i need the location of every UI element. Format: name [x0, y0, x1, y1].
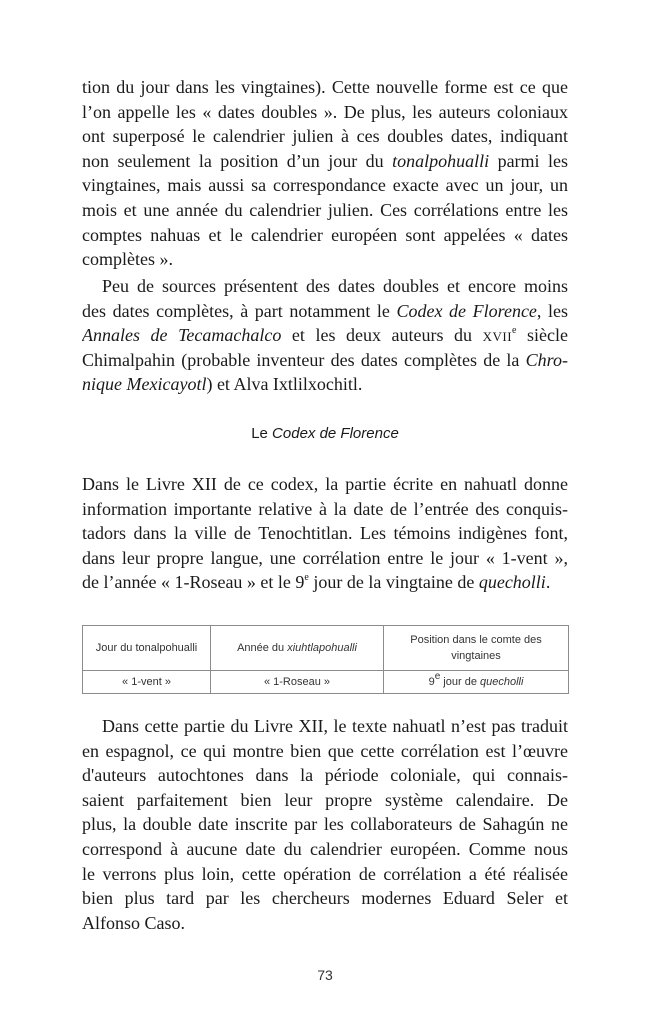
correlation-table [82, 625, 569, 694]
text-run: . [545, 572, 551, 593]
text-line: d'auteurs autochtones dans la période coloniale, qui connais- [82, 765, 568, 786]
text-line: en espagnol, ce qui montre bien que cette corrélation est l’œuvre [82, 740, 568, 761]
cell-year: « 1-Roseau » [211, 671, 384, 694]
table-header-row [83, 626, 569, 671]
paragraph-continuation [82, 75, 568, 272]
text-run: , les [536, 300, 568, 321]
text-line: le verrons plus loin, cette opération de corrélation a été réalisée [82, 863, 568, 884]
italic-term: quecholli [478, 572, 546, 593]
italic-title: Chro- [525, 349, 568, 370]
superscript: e [304, 572, 309, 584]
text-run: jour de [440, 676, 480, 688]
text-line: vingtaines, mais aussi sa correspondance exacte avec un jour, un [82, 175, 568, 196]
text-line: bien plus tard par les chercheurs modernes Eduard Seler et [82, 888, 568, 909]
text-line: l’on appelle les « dates doubles ». De plus, les auteurs coloniaux [82, 101, 568, 122]
header-cell-xiuhtlapohualli [211, 626, 384, 671]
text-line: ont superposé le calendrier julien à ces doubles dates, indiquant [82, 126, 568, 147]
text-line: mois et une année du calendrier julien. Ces corrélations entre les [82, 199, 568, 220]
text-line [82, 348, 568, 373]
text-line: complètes ». [82, 249, 173, 270]
italic-term: quecholli [480, 676, 524, 688]
text-run: siècle [516, 325, 568, 346]
text-line: Alfonso Caso. [82, 912, 185, 933]
text-line: correspond à aucune date du calendrier européen. Comme nous [82, 838, 568, 859]
text-run: des dates complètes, à part notamment le [82, 300, 397, 321]
text-line: tion du jour dans les vingtaines). Cette nouvelle forme est ce que [82, 77, 568, 97]
text-run: Chimalpahin (probable inventeur des dates complètes de la [82, 349, 526, 370]
text-run: non seulement la position d’un jour du [82, 150, 393, 171]
text-line: comptes nahuas et le calendrier européen sont appelées « dates [82, 224, 568, 245]
text-line [82, 372, 568, 397]
cell-position [384, 671, 569, 694]
paragraph-sources [82, 274, 568, 397]
header-cell-tonalpohualli: Jour du tonalpohualli [83, 626, 211, 671]
text-line: tadors dans la ville de Tenochtitlan. Les témoins indigènes font, [82, 523, 568, 544]
italic-term: tonalpohualli [392, 150, 490, 171]
superscript: e [512, 325, 517, 337]
table-row [83, 671, 569, 694]
cell-day: « 1-vent » [83, 671, 211, 694]
text-line: plus, la double date inscrite par les collaborateurs de Sahagún ne [82, 814, 568, 835]
section-heading [82, 424, 568, 444]
text-run: et les deux auteurs du [281, 325, 483, 346]
century-numeral: xvii [482, 325, 513, 346]
text-line [82, 570, 568, 595]
heading-title: Codex de Florence [272, 425, 399, 442]
text-line [82, 299, 568, 324]
italic-title: Annales de Tecamachalco [82, 325, 282, 346]
heading-prefix: Le [251, 425, 273, 442]
page-number: 73 [317, 967, 333, 983]
italic-term: xiuhtlapohualli [287, 642, 357, 654]
italic-title: nique Mexicayotl [82, 374, 207, 395]
paragraph-codex [82, 472, 568, 595]
text-line [82, 149, 568, 174]
text-run: Année du [237, 642, 288, 654]
text-run: parmi les [489, 150, 568, 171]
header-cell-position: Position dans le comte des vingtaines [384, 626, 569, 671]
text-run: de l’année « 1-Roseau » et le 9 [82, 572, 305, 593]
paragraph-translation [82, 714, 568, 935]
text-run: ) et Alva Ixtlilxochitl. [206, 374, 363, 395]
text-run: jour de la vingtaine de [308, 572, 479, 593]
superscript: e [434, 671, 441, 683]
text-line: Dans cette partie du Livre XII, le texte nahuatl n’est pas traduit [102, 716, 568, 736]
text-line: Dans le Livre XII de ce codex, la partie écrite en nahuatl donne [82, 474, 568, 494]
text-line: saient parfaitement bien leur propre système calendaire. De [82, 789, 568, 810]
text-line: Peu de sources présentent des dates doubles et encore moins [102, 276, 568, 296]
text-line: dans leur propre langue, une corrélation entre le jour « 1-vent », [82, 547, 568, 568]
text-line: information importante relative à la date de l’entrée des conquis- [82, 498, 568, 519]
text-run: 9 [428, 676, 435, 688]
text-line [82, 323, 568, 348]
italic-title: Codex de Florence [396, 300, 537, 321]
